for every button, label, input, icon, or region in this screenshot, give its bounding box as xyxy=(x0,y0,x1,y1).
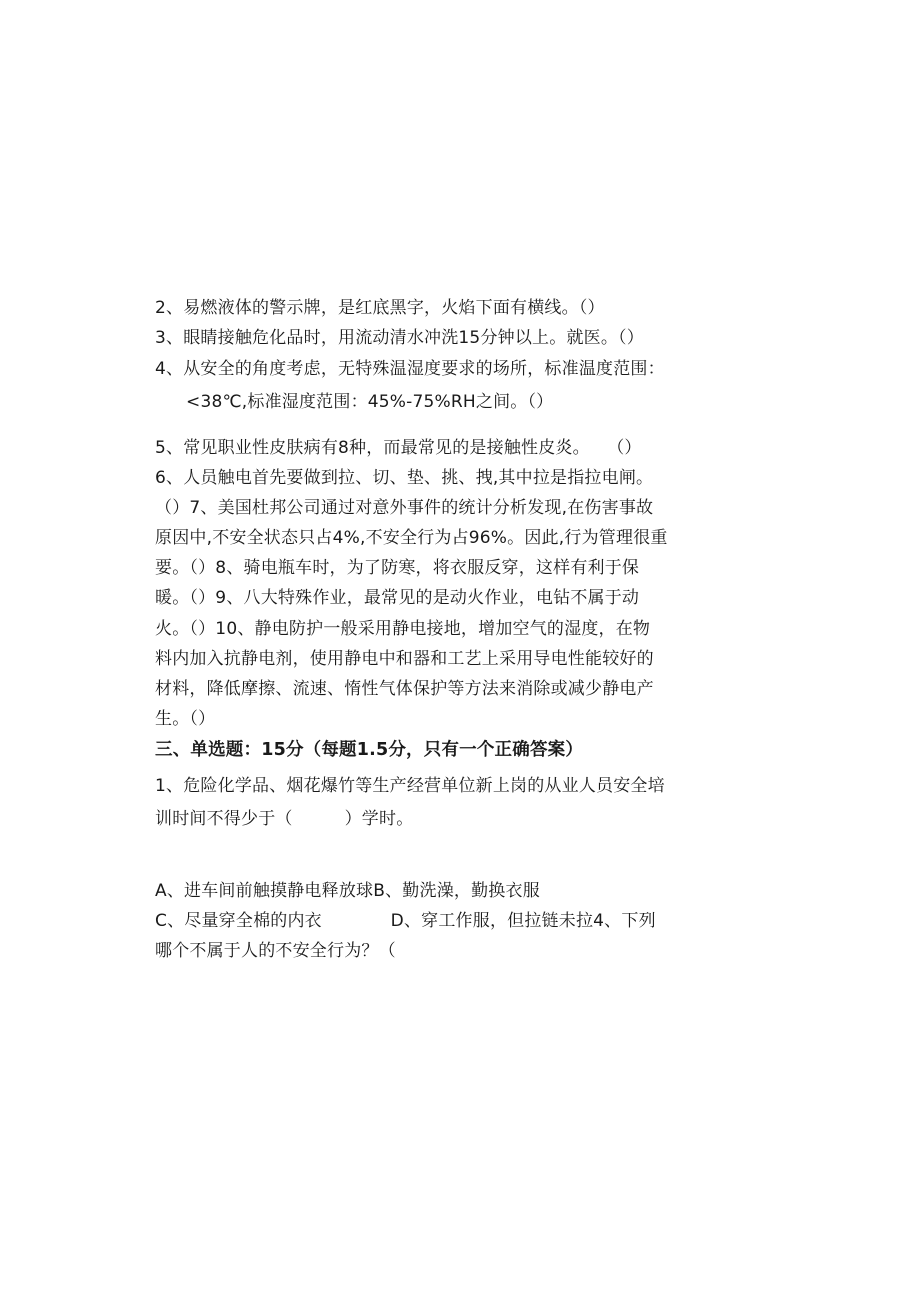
sc-options-line-2: C、尽量穿全棉的内衣 D、穿工作服，但拉链未拉4、下列 xyxy=(155,911,656,931)
tf-question-2: 2、易燃液体的警示牌，是红底黑字，火焰下面有横线。（） xyxy=(155,298,605,318)
tf-question-3: 3、眼睛接触危化品时，用流动清水冲洗15分钟以上。就医。（） xyxy=(155,328,644,348)
tf-paragraph-line-7: 材料，降低摩擦、流速、惰性气体保护等方法来消除或减少静电产 xyxy=(155,679,654,699)
tf-paragraph-line-3: 要。（）8、骑电瓶车时，为了防寒，将衣服反穿，这样有利于保 xyxy=(155,558,640,578)
tf-question-6: 6、人员触电首先要做到拉、切、垫、挑、拽,其中拉是指拉电闸。 xyxy=(155,468,654,488)
sc-question-1-line1: 1、危险化学品、烟花爆竹等生产经营单位新上岗的从业人员安全培 xyxy=(155,776,665,796)
tf-paragraph-line-1: （）7、美国杜邦公司通过对意外事件的统计分析发现,在伤害事故 xyxy=(155,498,654,518)
tf-question-5: 5、常见职业性皮肤病有8种，而最常见的是接触性皮炎。 （） xyxy=(155,438,642,458)
sc-question-1-suffix: ）学时。 xyxy=(344,809,414,829)
tf-paragraph-line-5: 火。（）10、静电防护一般采用静电接地，增加空气的湿度，在物 xyxy=(155,619,651,639)
sc-options-line-3: 哪个不属于人的不安全行为？（ xyxy=(155,941,396,961)
sc-options-line-1: A、进车间前触摸静电释放球B、勤洗澡，勤换衣服 xyxy=(155,881,540,901)
sc-question-1-line2 xyxy=(155,808,413,830)
sc-question-1-prefix: 训时间不得少于（ xyxy=(155,809,293,829)
tf-question-4-line2: <38℃,标准湿度范围：45%-75%RH之间。（） xyxy=(186,392,554,412)
tf-paragraph-line-8: 生。（） xyxy=(155,709,216,729)
tf-paragraph-line-4: 暖。（）9、八大特殊作业，最常见的是动火作业，电钻不属于动 xyxy=(155,588,640,608)
tf-paragraph-line-2: 原因中,不安全状态只占4%,不安全行为占96%。因此,行为管理很重 xyxy=(155,528,668,548)
tf-paragraph-line-6: 料内加入抗静电剂，使用静电中和器和工艺上采用导电性能较好的 xyxy=(155,649,654,669)
section-heading-single-choice: 三、单选题：15分（每题1.5分，只有一个正确答案） xyxy=(155,740,584,760)
tf-question-4-line1: 4、从安全的角度考虑，无特殊温湿度要求的场所，标准温度范围： xyxy=(155,359,665,379)
